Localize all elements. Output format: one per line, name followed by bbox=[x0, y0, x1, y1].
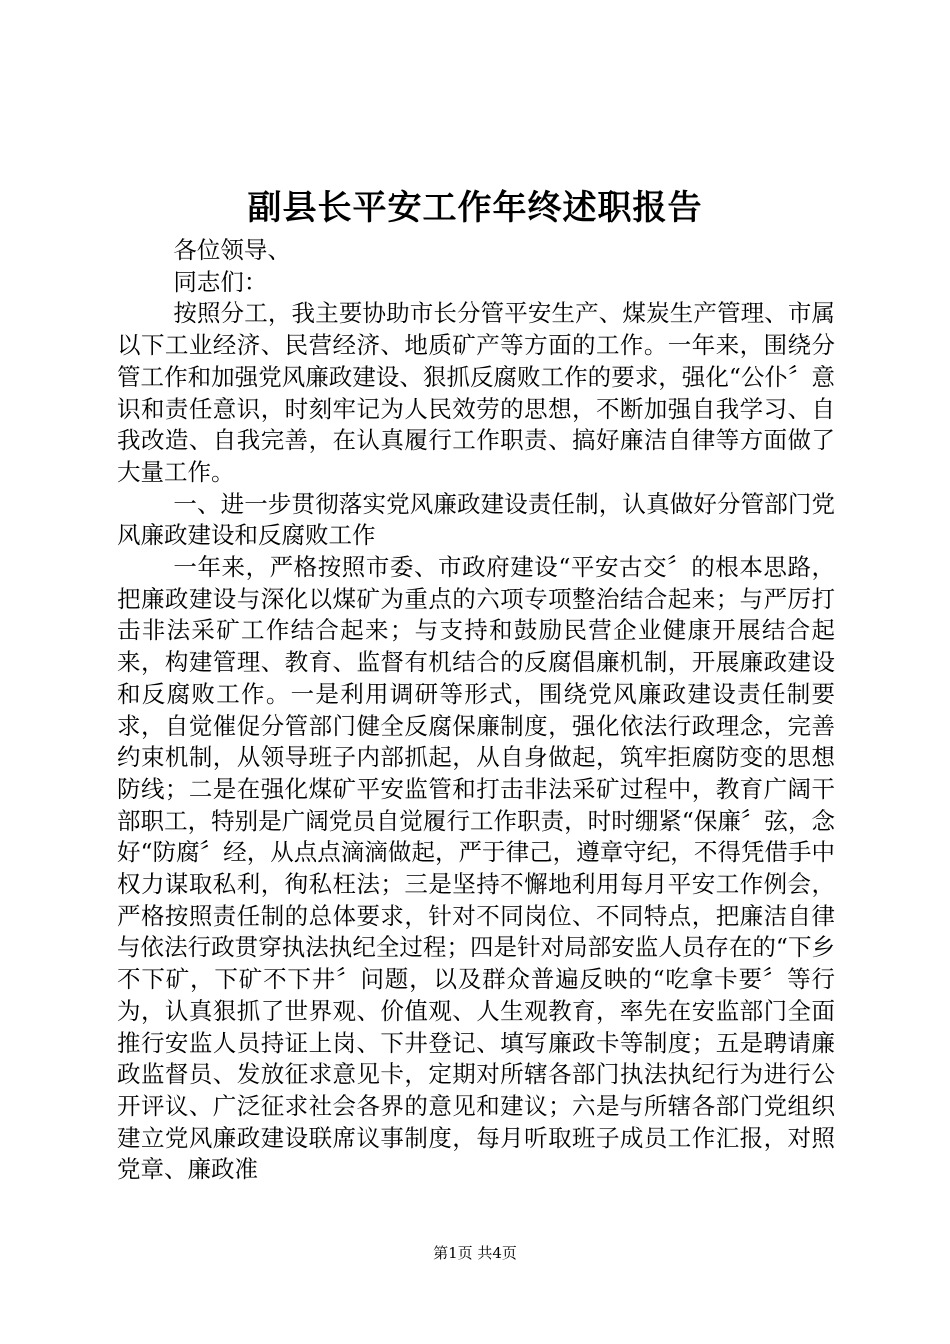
paragraph-section-1: 一年来，严格按照市委、市政府建设“平安古交〞的根本思路，把廉政建设与深化以煤矿为重点的六项专项整治结合起来；与严厉打击非法采矿工作结合起来；与支持和鼓励民营企业健康开展结合起来，构建管理、教育、监督有机结合的反腐倡廉机制，开展廉政建设和反腐败工作。一是利用调研等形式，围绕党风廉政建设责任制要求，自觉催促分管部门健全反腐保廉制度，强化依法行政理念，完善约束机制，从领导班子内部抓起，从自身做起，筑牢拒腐防变的思想防线；二是在强化煤矿平安监管和打击非法采矿过程中，教育广阔干部职工，特别是广阔党员自觉履行工作职责，时时绷紧“保廉〞弦，念好“防腐〞经，从点点滴滴做起，严于律己，遵章守纪，不得凭借手中权力谋取私利，徇私枉法；三是坚持不懈地利用每月平安工作例会，严格按照责任制的总体要求，针对不同岗位、不同特点，把廉洁自律与依法行政贯穿执法执纪全过程；四是针对局部安监人员存在的“下乡不下矿，下矿不下井〞问题，以及群众普遍反映的“吃拿卡要〞等行为，认真狠抓了世界观、价值观、人生观教育，率先在安监部门全面推行安监人员持证上岗、下井登记、填写廉政卡等制度；五是聘请廉政监督员、发放征求意见卡，定期对所辖各部门执法执纪行为进行公开评议、广泛征求社会各界的意见和建议；六是与所辖各部门党组织建立党风廉政建设联席议事制度，每月听取班子成员工作汇报，对照党章、廉政准 bbox=[117, 553, 835, 1184]
document-title: 副县长平安工作年终述职报告 bbox=[247, 188, 703, 228]
salutation-comrades: 同志们： bbox=[173, 267, 268, 296]
section-heading-1: 一、进一步贯彻落实党风廉政建设责任制，认真做好分管部门党风廉政建设和反腐败工作 bbox=[117, 489, 835, 550]
paragraph-intro: 按照分工，我主要协助市长分管平安生产、煤炭生产管理、市属以下工业经济、民营经济、地质矿产等方面的工作。一年来，围绕分管工作和加强党风廉政建设、狠抓反腐败工作的要求，强化“公仆〞意识和责任意识，时刻牢记为人民效劳的思想，不断加强自我学习、自我改造、自我完善，在认真履行工作职责、搞好廉洁自律等方面做了大量工作。 bbox=[117, 299, 835, 486]
document-body bbox=[117, 235, 835, 1186]
page-number-footer: 第1页 共4页 bbox=[433, 1244, 517, 1262]
salutation-leaders: 各位领导、 bbox=[173, 236, 291, 264]
